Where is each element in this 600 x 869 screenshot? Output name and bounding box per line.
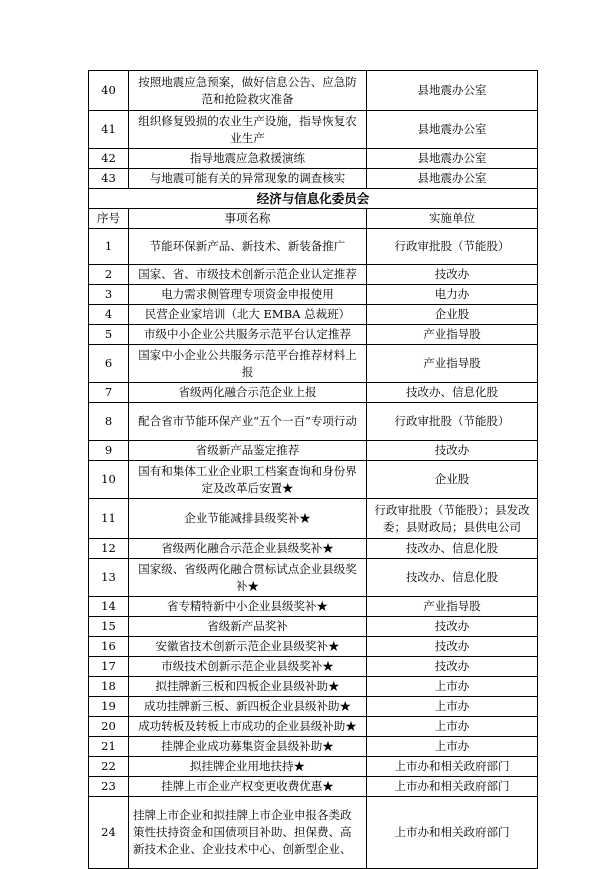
row-number: 7 — [89, 383, 129, 403]
item-name: 组织修复毁损的农业生产设施，指导恢复农业生产 — [129, 111, 367, 149]
row-number: 17 — [89, 657, 129, 677]
item-name: 成功转板及转板上市成功的企业县级补助★ — [129, 717, 367, 737]
item-name: 企业节能减排县级奖补★ — [129, 499, 367, 539]
row-number: 42 — [89, 149, 129, 169]
item-name: 挂牌企业成功募集资金县级补助★ — [129, 737, 367, 757]
table-row — [89, 149, 538, 169]
implementing-unit: 行政审批股（节能股） — [367, 229, 538, 265]
table-row — [89, 777, 538, 797]
row-number: 13 — [89, 559, 129, 597]
implementing-unit: 上市办 — [367, 717, 538, 737]
row-number: 4 — [89, 305, 129, 325]
implementing-unit: 技改办 — [367, 657, 538, 677]
row-number: 43 — [89, 169, 129, 189]
implementing-unit: 行政审批股（节能股） — [367, 403, 538, 441]
implementing-unit: 上市办和相关政府部门 — [367, 797, 538, 869]
table-row — [89, 285, 538, 305]
table-row — [89, 305, 538, 325]
implementing-unit: 县地震办公室 — [367, 169, 538, 189]
item-name: 省级新产品奖补 — [129, 617, 367, 637]
row-number: 15 — [89, 617, 129, 637]
table-row — [89, 229, 538, 265]
row-number: 10 — [89, 461, 129, 499]
implementing-unit: 产业指导股 — [367, 325, 538, 345]
row-number: 16 — [89, 637, 129, 657]
table-row — [89, 757, 538, 777]
table-row — [89, 677, 538, 697]
table-row — [89, 717, 538, 737]
row-number: 41 — [89, 111, 129, 149]
table-row — [89, 539, 538, 559]
item-name: 配合省市节能环保产业“五个一百”专项行动 — [129, 403, 367, 441]
service-items-table — [88, 70, 538, 869]
implementing-unit: 产业指导股 — [367, 597, 538, 617]
row-number: 1 — [89, 229, 129, 265]
row-number: 11 — [89, 499, 129, 539]
item-name: 挂牌上市企业和拟挂牌上市企业申报各类政策性扶持资金和国债项目补助、担保费、高新技术企业、企业技术中心、创新型企业、 — [129, 797, 367, 869]
item-name: 拟挂牌新三板和四板企业县级补助★ — [129, 677, 367, 697]
implementing-unit: 技改办 — [367, 441, 538, 461]
implementing-unit: 技改办 — [367, 617, 538, 637]
item-name: 国有和集体工业企业职工档案查询和身份界定及改革后安置★ — [129, 461, 367, 499]
row-number: 24 — [89, 797, 129, 869]
column-header-row — [89, 209, 538, 229]
item-name: 国家、省、市级技术创新示范企业认定推荐 — [129, 265, 367, 285]
implementing-unit: 上市办 — [367, 737, 538, 757]
implementing-unit: 技改办、信息化股 — [367, 559, 538, 597]
row-number: 3 — [89, 285, 129, 305]
row-number: 22 — [89, 757, 129, 777]
implementing-unit: 上市办和相关政府部门 — [367, 757, 538, 777]
implementing-unit: 上市办 — [367, 677, 538, 697]
implementing-unit: 上市办和相关政府部门 — [367, 777, 538, 797]
item-name: 按照地震应急预案，做好信息公告、应急防范和抢险救灾准备 — [129, 71, 367, 111]
header-item-name: 事项名称 — [129, 209, 367, 229]
table-row — [89, 697, 538, 717]
table-row — [89, 797, 538, 869]
item-name: 市级技术创新示范企业县级奖补★ — [129, 657, 367, 677]
row-number: 40 — [89, 71, 129, 111]
row-number: 19 — [89, 697, 129, 717]
header-number: 序号 — [89, 209, 129, 229]
implementing-unit: 技改办、信息化股 — [367, 539, 538, 559]
implementing-unit: 县地震办公室 — [367, 149, 538, 169]
row-number: 20 — [89, 717, 129, 737]
table-row — [89, 169, 538, 189]
row-number: 21 — [89, 737, 129, 757]
implementing-unit: 企业股 — [367, 461, 538, 499]
row-number: 9 — [89, 441, 129, 461]
item-name: 挂牌上市企业产权变更收费优惠★ — [129, 777, 367, 797]
table-row — [89, 71, 538, 111]
table-row — [89, 111, 538, 149]
item-name: 省级新产品鉴定推荐 — [129, 441, 367, 461]
row-number: 23 — [89, 777, 129, 797]
item-name: 成功挂牌新三板、新四板企业县级补助★ — [129, 697, 367, 717]
row-number: 2 — [89, 265, 129, 285]
implementing-unit: 上市办 — [367, 697, 538, 717]
item-name: 安徽省技术创新示范企业县级奖补★ — [129, 637, 367, 657]
header-implementing-unit: 实施单位 — [367, 209, 538, 229]
table-row — [89, 617, 538, 637]
table-row — [89, 325, 538, 345]
section-header-row — [89, 189, 538, 209]
implementing-unit: 电力办 — [367, 285, 538, 305]
row-number: 14 — [89, 597, 129, 617]
table-row — [89, 265, 538, 285]
implementing-unit: 技改办 — [367, 637, 538, 657]
table-row — [89, 441, 538, 461]
item-name: 与地震可能有关的异常现象的调查核实 — [129, 169, 367, 189]
table-row — [89, 737, 538, 757]
row-number: 12 — [89, 539, 129, 559]
item-name: 电力需求侧管理专项资金申报使用 — [129, 285, 367, 305]
item-name: 民营企业家培训（北大 EMBA 总裁班） — [129, 305, 367, 325]
item-name: 市级中小企业公共服务示范平台认定推荐 — [129, 325, 367, 345]
implementing-unit: 县地震办公室 — [367, 111, 538, 149]
item-name: 省专精特新中小企业县级奖补★ — [129, 597, 367, 617]
table-row — [89, 597, 538, 617]
item-name: 省级两化融合示范企业上报 — [129, 383, 367, 403]
section-title: 经济与信息化委员会 — [89, 189, 538, 209]
table-row — [89, 345, 538, 383]
implementing-unit: 产业指导股 — [367, 345, 538, 383]
table-row — [89, 657, 538, 677]
implementing-unit: 县地震办公室 — [367, 71, 538, 111]
table-row — [89, 637, 538, 657]
row-number: 5 — [89, 325, 129, 345]
table-row — [89, 461, 538, 499]
implementing-unit: 技改办、信息化股 — [367, 383, 538, 403]
table-row — [89, 559, 538, 597]
item-name: 指导地震应急救援演练 — [129, 149, 367, 169]
row-number: 18 — [89, 677, 129, 697]
implementing-unit: 技改办 — [367, 265, 538, 285]
table-row — [89, 499, 538, 539]
item-name: 国家级、省级两化融合贯标试点企业县级奖补★ — [129, 559, 367, 597]
item-name: 省级两化融合示范企业县级奖补★ — [129, 539, 367, 559]
item-name: 国家中小企业公共服务示范平台推荐材料上报 — [129, 345, 367, 383]
row-number: 8 — [89, 403, 129, 441]
table-row — [89, 403, 538, 441]
item-name: 拟挂牌企业用地扶持★ — [129, 757, 367, 777]
implementing-unit: 企业股 — [367, 305, 538, 325]
item-name: 节能环保新产品、新技术、新装备推广 — [129, 229, 367, 265]
table-row — [89, 383, 538, 403]
row-number: 6 — [89, 345, 129, 383]
implementing-unit: 行政审批股（节能股）；县发改委；县财政局；县供电公司 — [367, 499, 538, 539]
